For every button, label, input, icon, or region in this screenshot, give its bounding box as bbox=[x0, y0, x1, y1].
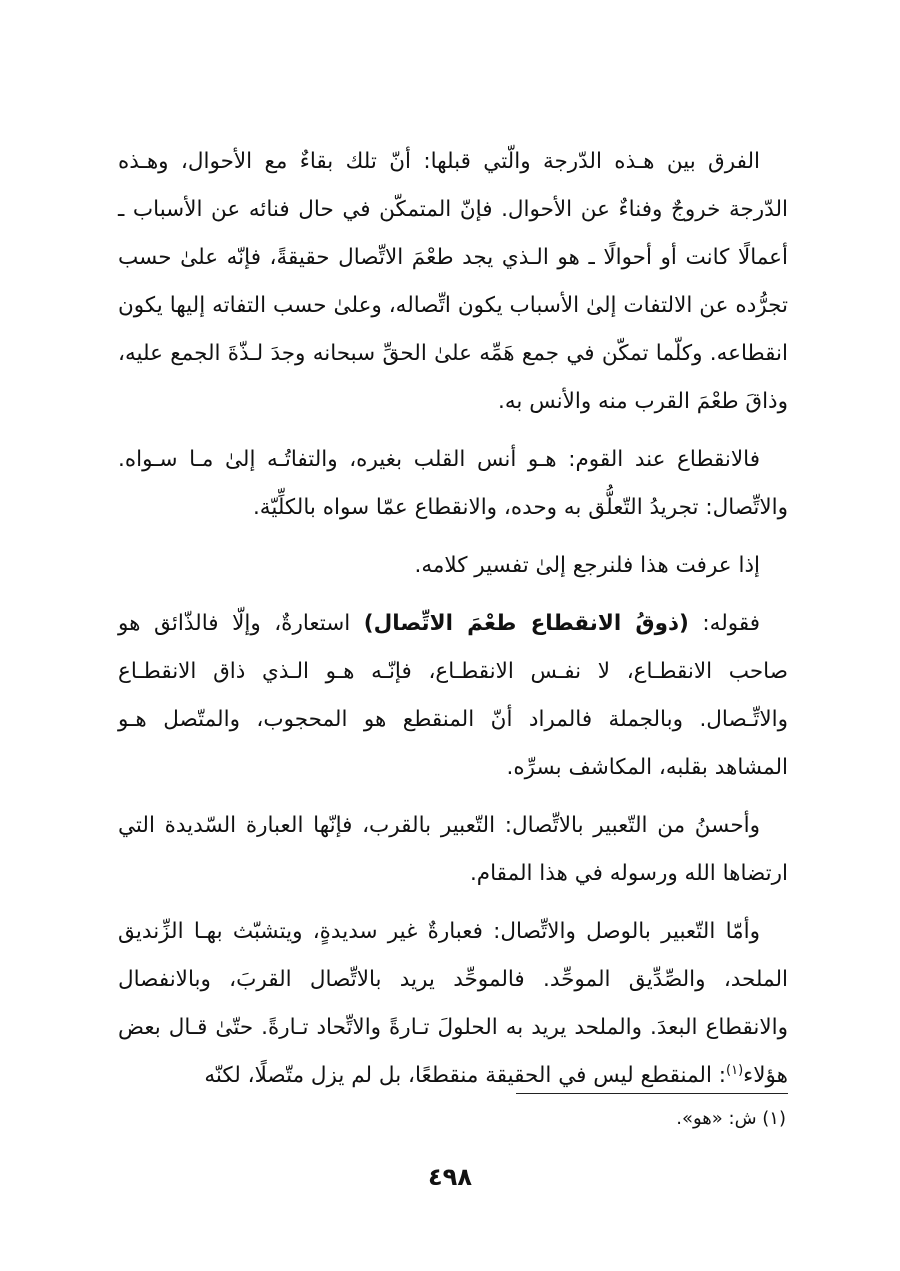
footnote: (١) ش: «هو». bbox=[676, 1108, 786, 1129]
paragraph-5-text-a: وأمّا التّعبير بالوصل والاتِّصال: فعبارةٌ غير سديدةٍ، ويتشبّث بهـا الزِّنديق الملحد، والصِّدِّيق الموحِّد. فالموحِّد يريد بالاتِّصال القربَ، وبالانفصال والانقطاع البعدَ. والملحد يريد به الحلولَ تـارةً والاتِّحاد تـارةً. حتّىٰ قـال بعض هؤلاء bbox=[118, 919, 788, 1088]
quote-commentary: استعارةٌ، وإلّا فالذّائق هو صاحب الانقطـاع، لا نفـس الانقطـاع، فإنّـه هـو الـذي ذاق الانقطـاع والاتِّـصال. وبالجملة فالمراد أنّ المنقطع هو المحجوب، والمتّصل هـو المشاهد بقلبه، المكاشف بسرِّه. bbox=[118, 611, 788, 780]
footnote-divider bbox=[516, 1093, 788, 1094]
quote-paragraph bbox=[118, 600, 788, 792]
quoted-phrase: (ذوقُ الانقطاع طعْمَ الاتِّصال) bbox=[363, 611, 689, 636]
paragraph-5-text-b: : المنقطع ليس في الحقيقة منقطعًا، بل لم يزل متّصلًا، لكنّه bbox=[204, 1063, 727, 1088]
footnote-reference[interactable]: (١) bbox=[726, 1062, 744, 1078]
paragraph-2: فالانقطاع عند القوم: هـو أنس القلب بغيره، والتفاتُـه إلىٰ مـا سـواه. والاتِّصال: تجريدُ التّعلُّق به وحده، والانقطاع عمّا سواه بالكلِّيّة. bbox=[118, 447, 788, 520]
paragraph-4: وأحسنُ من التّعبير بالاتِّصال: التّعبير بالقرب، فإنّها العبارة السّديدة التي ارتضاها الله ورسوله في هذا المقام. bbox=[118, 813, 788, 886]
paragraph-5 bbox=[118, 908, 788, 1100]
paragraph-3: إذا عرفت هذا فلنرجع إلىٰ تفسير كلامه. bbox=[414, 553, 760, 578]
paragraph-1: الفرق بين هـذه الدّرجة والّتي قبلها: أنّ تلك بقاءٌ مع الأحوال، وهـذه الدّرجة خروجٌ وفناءٌ عن الأحوال. فإنّ المتمكّن في حال فنائه عن الأسباب ـ أعمالًا كانت أو أحوالًا ـ هو الـذي يجد طعْمَ الاتِّصال حقيقةً، فإنّه علىٰ حسب تجرُّده عن الالتفات إلىٰ الأسباب يكون اتِّصاله، وعلىٰ حسب التفاته إليها يكون انقطاعه. وكلّما تمكّن في جمع هَمِّه علىٰ الحقِّ سبحانه وجدَ لـذّةَ الجمع عليه، وذاقَ طعْمَ القرب منه والأنس به. bbox=[118, 149, 788, 414]
page-body bbox=[118, 138, 788, 1110]
quote-prefix: فقوله: bbox=[688, 611, 761, 636]
page-number: ٤٩٨ bbox=[428, 1163, 472, 1191]
